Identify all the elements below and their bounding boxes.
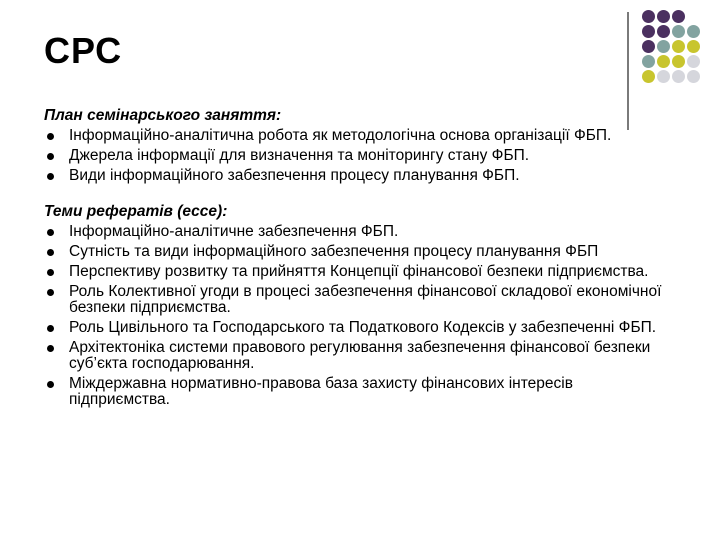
bullet-icon — [47, 289, 54, 296]
bullet-icon — [47, 173, 54, 180]
decor-dot — [672, 70, 685, 83]
bullet-icon — [47, 249, 54, 256]
seminar-heading: План семінарського заняття: — [44, 107, 282, 124]
list-item: Перспективу розвитку та прийняття Концепції фінансової безпеки підприємства. — [44, 264, 674, 280]
decor-dot — [672, 25, 685, 38]
list-item: Інформаційно-аналітична робота як методологічна основа організації ФБП. — [44, 128, 674, 144]
decor-dot — [642, 55, 655, 68]
decor-dot — [657, 55, 670, 68]
decor-dot — [657, 40, 670, 53]
decor-dot — [687, 55, 700, 68]
decor-dot — [672, 55, 685, 68]
seminar-list — [44, 128, 674, 184]
seminar-section — [44, 108, 674, 184]
decor-dot — [642, 25, 655, 38]
decor-dot — [642, 40, 655, 53]
decor-dot — [687, 40, 700, 53]
decor-dot — [657, 70, 670, 83]
decor-dot — [657, 10, 670, 23]
list-item: Джерела інформації для визначення та моніторингу стану ФБП. — [44, 148, 674, 164]
list-item: Міждержавна нормативно-правова база захисту фінансових інтересів підприємства. — [44, 376, 674, 408]
bullet-icon — [47, 381, 54, 388]
decor-dot — [672, 40, 685, 53]
essays-heading: Теми рефератів (ессе): — [44, 203, 228, 220]
bullet-icon — [47, 153, 54, 160]
essays-list — [44, 224, 674, 408]
bullet-icon — [47, 345, 54, 352]
decor-dot — [687, 70, 700, 83]
bullet-icon — [47, 269, 54, 276]
essays-section — [44, 204, 674, 408]
list-item: Види інформаційного забезпечення процесу планування ФБП. — [44, 168, 674, 184]
list-item: Архітектоніка системи правового регулювання забезпечення фінансової безпеки суб’єкта господарювання. — [44, 340, 674, 372]
decor-dot — [642, 10, 655, 23]
list-item: Роль Колективної угоди в процесі забезпечення фінансової складової економічної безпеки підприємства. — [44, 284, 674, 316]
bullet-icon — [47, 133, 54, 140]
decor-dot — [642, 70, 655, 83]
list-item: Інформаційно-аналітичне забезпечення ФБП. — [44, 224, 674, 240]
list-item: Роль Цивільного та Господарського та Податкового Кодексів у забезпеченні ФБП. — [44, 320, 674, 336]
slide-title: СРС — [44, 30, 123, 71]
bullet-icon — [47, 229, 54, 236]
slide-content — [44, 108, 674, 408]
list-item: Сутність та види інформаційного забезпечення процесу планування ФБП — [44, 244, 674, 260]
decor-dot — [687, 25, 700, 38]
decor-dot — [672, 10, 685, 23]
bullet-icon — [47, 325, 54, 332]
decor-dot — [657, 25, 670, 38]
